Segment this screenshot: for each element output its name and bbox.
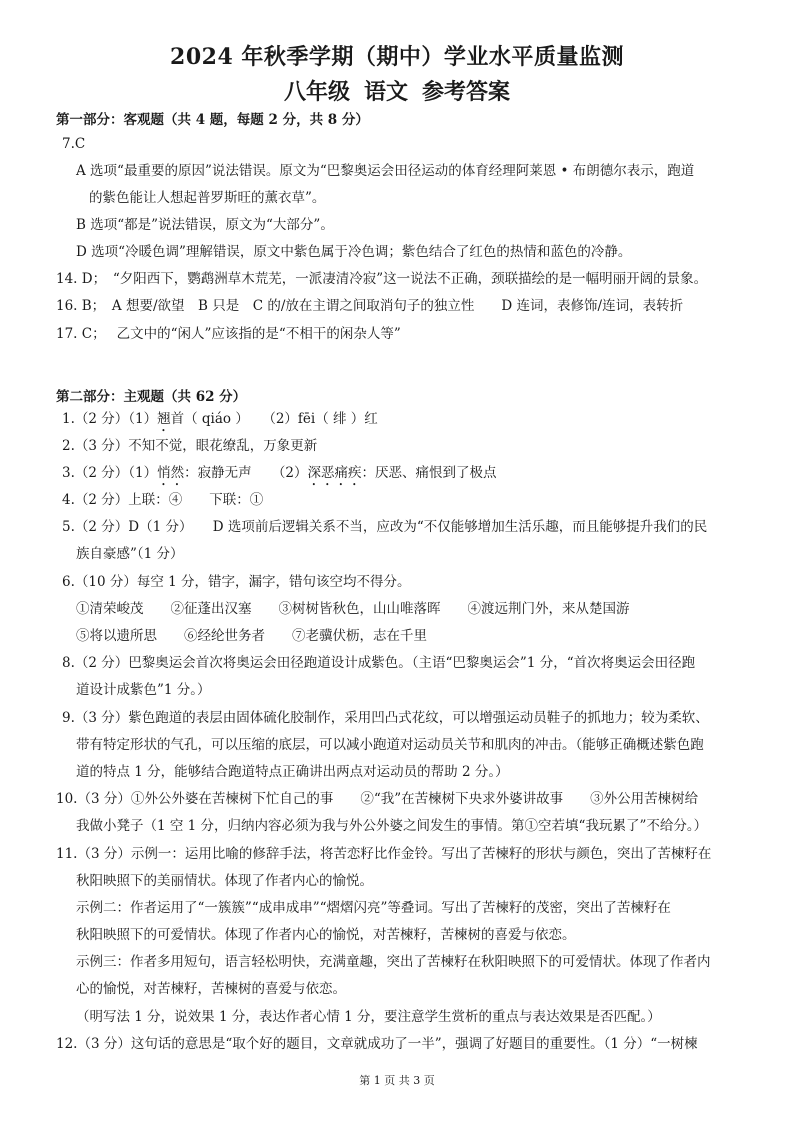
doc-type-label: 参考答案	[422, 79, 511, 105]
q11-answer-line4: 秋阳映照下的可爱情状。体现了作者内心的愉悦，对苦楝籽，苦楝树的喜爱与依恋。	[76, 927, 576, 943]
grade-label: 八年级	[283, 79, 350, 105]
q9-answer-line3: 道的特点 1 分，能够结合跑道特点正确讲出两点对运动员的帮助 2 分。）	[76, 764, 509, 780]
q6-blanks-row2: ⑤将以遗所思 ⑥经纶世务者 ⑦老骥伏枥，志在千里	[76, 628, 427, 644]
q1-emphasis-char: 翘	[157, 411, 171, 427]
q5-answer-line2: 族自豪感”（1 分）	[76, 546, 184, 562]
subject-label: 语文	[363, 79, 408, 105]
part2-heading: 第二部分：主观题（共 62 分）	[56, 389, 247, 405]
q10-answer-line2: 我做小凳子（1 空 1 分，归纳内容必须为我与外公外婆之间发生的事情。第①空若填“我玩累了”不给分。）	[76, 818, 708, 834]
exam-subtitle	[0, 75, 794, 106]
q7-answer: 7.C	[62, 136, 86, 152]
q7-option-a-line1: A 选项“最重要的原因”说法错误。原文为“巴黎奥运会田径运动的体育经理阿莱恩 • 布朗德尔表示，跑道	[76, 163, 695, 179]
q9-answer-line1: 9.（3 分）紫色跑道的表层由固体硫化胶制作，采用凹凸式花纹，可以增强运动员鞋子的抓地力；较为柔软、	[62, 710, 709, 726]
q11-answer-line5: 示例三：作者多用短句，语言轻松明快，充满童趣，突出了苦楝籽在秋阳映照下的可爱情状。体现了作者内	[76, 954, 711, 970]
q6-answer: 6.（10 分）每空 1 分，错字，漏字，错句该空均不得分。	[62, 574, 411, 590]
q8-answer-line1: 8.（2 分）巴黎奥运会首次将奥运会田径跑道设计成紫色。（主语“巴黎奥运会”1 分，“首次将奥运会田径跑	[62, 655, 696, 671]
q3-term1: 悄然	[157, 465, 185, 481]
q3-prefix: 3.（2 分）（1）	[62, 465, 158, 481]
q11-answer-line3: 示例二：作者运用了“一簇簇”“成串成串”“熠熠闪亮”等叠词。写出了苦楝籽的茂密，突出了苦楝籽在	[76, 900, 671, 916]
exam-title: 2024 年秋季学期（期中）学业水平质量监测	[170, 44, 624, 70]
q3-rest: ：厌恶、痛恨到了极点	[361, 465, 497, 481]
q4-answer: 4.（2 分）上联：④ 下联：①	[62, 492, 264, 508]
q17-answer: 17. C； 乙文中的“闲人”应该指的是“不相干的闲杂人等”	[56, 326, 401, 342]
q16-answer: 16. B； A 想要/欲望 B 只是 C 的/放在主谓之间取消句子的独立性 D 连词，表修饰/连词，表转折	[56, 298, 684, 314]
q1-rest: 首（ qiáo ） （2）fēi（ 绯 ）红	[170, 411, 378, 427]
q5-answer-line1: 5.（2 分）D（1 分） D 选项前后逻辑关系不当，应改为“不仅能够增加生活乐趣，而且能够提升我们的民	[62, 519, 708, 535]
q7-option-b: B 选项“都是”说法错误，原文为“大部分”。	[76, 217, 334, 233]
part1-heading: 第一部分：客观题（共 4 题，每题 2 分，共 8 分）	[56, 112, 369, 128]
q1-answer	[62, 410, 378, 435]
q6-blanks-row1: ①清荣峻茂 ②征蓬出汉塞 ③树树皆秋色，山山唯落晖 ④渡远荆门外，来从楚国游	[76, 601, 630, 617]
q11-answer-line6: 心的愉悦，对苦楝籽，苦楝树的喜爱与依恋。	[76, 981, 346, 997]
q1-prefix: 1.（2 分）（1）	[62, 411, 158, 427]
page-number: 第 1 页 共 3 页	[359, 1074, 435, 1087]
q8-answer-line2: 道设计成紫色”1 分。）	[76, 682, 211, 698]
q2-answer: 2.（3 分）不知不觉，眼花缭乱，万象更新	[62, 438, 318, 454]
q11-answer-line1: 11.（3 分）示例一：运用比喻的修辞手法，将苦恋籽比作金铃。写出了苦楝籽的形状与颜色，突出了苦楝籽在	[56, 846, 712, 862]
q14-answer: 14. D； “夕阳西下，鹦鹉洲草木荒芜，一派凄清冷寂”这一说法不正确，颈联描绘的是一幅明丽开阔的景象。	[56, 271, 708, 287]
q3-term2: 深恶痛疾	[307, 465, 362, 481]
q7-option-d: D 选项“冷暖色调”理解错误，原文中紫色属于冷色调；紫色结合了红色的热情和蓝色的冷静。	[76, 244, 632, 260]
q11-answer-line7: （明写法 1 分，说效果 1 分，表达作者心情 1 分，要注意学生赏析的重点与表达效果是否匹配。）	[76, 1009, 661, 1025]
q12-answer-line1: 12.（3 分）这句话的意思是“取个好的题目，文章就成功了一半”，强调了好题目的重要性。（1 分）“一树楝	[56, 1036, 698, 1052]
q10-answer-line1: 10.（3 分）①外公外婆在苦楝树下忙自己的事 ②“我”在苦楝树下央求外婆讲故事 ③外公用苦楝树给	[56, 791, 699, 807]
q7-option-a-line2: 的紫色能让人想起普罗斯旺的薰衣草”。	[89, 190, 326, 206]
q11-answer-line2: 秋阳映照下的美丽情状。体现了作者内心的愉悦。	[76, 873, 373, 889]
q9-answer-line2: 带有特定形状的气孔，可以压缩的底层，可以减小跑道对运动员关节和肌肉的冲击。（能够正确概述紫色跑	[76, 737, 704, 753]
q3-mid: ：寂静无声 （2）	[184, 465, 308, 481]
q3-answer	[62, 464, 496, 489]
